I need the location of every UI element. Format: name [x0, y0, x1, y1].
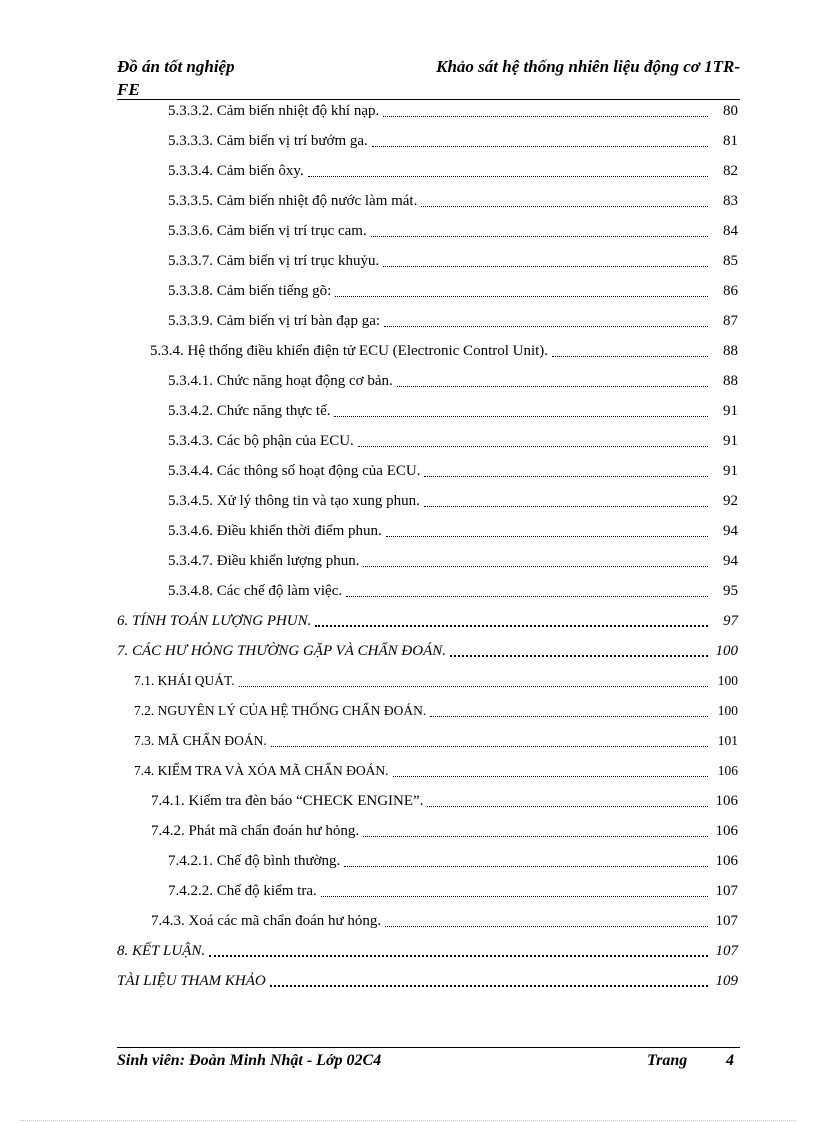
toc-entry-page: 94 [723, 552, 738, 569]
page-bottom-divider [20, 1120, 796, 1121]
toc-leader-dots [397, 372, 708, 387]
toc-entry-label: 7.3. MÃ CHẨN ĐOÁN. [134, 733, 267, 748]
toc-leader-dots [383, 252, 708, 267]
toc-entry-label: 5.3.4.1. Chức năng hoạt động cơ bản. [168, 372, 393, 389]
toc-entry[interactable] [168, 246, 738, 276]
toc-leader-dots [371, 222, 708, 237]
toc-entry-page: 100 [715, 642, 738, 659]
toc-entry[interactable] [168, 456, 738, 486]
toc-leader-dots [430, 702, 708, 717]
toc-entry-label: 5.3.4.6. Điều khiển thời điểm phun. [168, 522, 382, 539]
toc-entry-page: 81 [723, 132, 738, 149]
toc-entry-label: 5.3.3.3. Cảm biến vị trí bướm ga. [168, 132, 368, 149]
toc-entry[interactable] [134, 756, 738, 786]
toc-leader-dots [372, 132, 708, 147]
toc-leader-dots [344, 852, 708, 867]
toc-entry-label: 5.3.3.4. Cảm biến ôxy. [168, 162, 304, 179]
toc-leader-dots [393, 762, 708, 777]
toc-entry-label: 7. CÁC HƯ HỎNG THƯỜNG GẶP VÀ CHẨN ĐOÁN. [117, 642, 447, 659]
toc-entry[interactable] [168, 576, 738, 606]
toc-chapter-entry[interactable] [117, 966, 738, 996]
toc-entry[interactable] [168, 846, 738, 876]
toc-entry-label: 8. KẾT LUẬN. [117, 942, 206, 959]
toc-entry-page: 82 [723, 162, 738, 179]
toc-entry-page: 92 [723, 492, 738, 509]
toc-entry-label: 7.2. NGUYÊN LÝ CỦA HỆ THỐNG CHẨN ĐOÁN. [134, 703, 427, 718]
toc-entry-label: 5.3.3.6. Cảm biến vị trí trục cam. [168, 222, 367, 239]
page-header [117, 55, 740, 101]
footer-student-info: Sinh viên: Đoàn Minh Nhật - Lớp 02C4 [117, 1052, 382, 1069]
toc-entry-label: 7.4.2. Phát mã chẩn đoán hư hỏng. [151, 822, 360, 839]
toc-entry-label: 7.4.1. Kiểm tra đèn báo “CHECK ENGINE”. [151, 792, 424, 809]
toc-leader-dots [239, 672, 708, 687]
toc-entry-page: 91 [723, 402, 738, 419]
toc-entry-page: 88 [723, 342, 738, 359]
toc-entry[interactable] [168, 546, 738, 576]
toc-leader-dots [427, 792, 708, 807]
toc-entry[interactable] [151, 786, 738, 816]
toc-leader-dots [321, 882, 708, 897]
toc-leader-dots [450, 641, 708, 657]
toc-leader-dots [271, 732, 708, 747]
toc-leader-dots [386, 522, 708, 537]
toc-entry-page: 101 [717, 733, 738, 748]
footer-page-number: 4 [726, 1052, 734, 1069]
toc-entry-page: 87 [723, 312, 738, 329]
toc-entry-label: 5.3.4.8. Các chế độ làm việc. [168, 582, 343, 599]
toc-entry-label: 5.3.4.2. Chức năng thực tế. [168, 402, 331, 419]
toc-entry-page: 106 [717, 763, 738, 778]
toc-entry-label: 7.4.3. Xoá các mã chẩn đoán hư hỏng. [151, 912, 382, 929]
toc-leader-dots [363, 822, 708, 837]
toc-leader-dots [384, 312, 708, 327]
toc-entry[interactable] [168, 186, 738, 216]
header-right-title-wrap: FE [117, 80, 140, 99]
toc-entry-page: 86 [723, 282, 738, 299]
toc-entry-label: 5.3.4.7. Điều khiển lượng phun. [168, 552, 360, 569]
toc-entry[interactable] [151, 816, 738, 846]
header-right-title: Khảo sát hệ thống nhiên liệu động cơ 1TR- [436, 57, 740, 76]
toc-entry-label: 7.1. KHÁI QUÁT. [134, 673, 235, 688]
toc-entry-page: 107 [715, 942, 738, 959]
toc-entry-label: TÀI LIỆU THAM KHẢO [117, 972, 266, 989]
toc-entry-page: 100 [717, 673, 738, 688]
toc-leader-dots [421, 192, 708, 207]
toc-leader-dots [308, 162, 708, 177]
toc-entry[interactable] [168, 306, 738, 336]
toc-entry-page: 106 [715, 852, 738, 869]
toc-entry[interactable] [168, 216, 738, 246]
toc-entry[interactable] [168, 876, 738, 906]
page-footer [117, 1052, 740, 1076]
toc-entry-page: 84 [723, 222, 738, 239]
toc-entry-label: 7.4.2.2. Chế độ kiểm tra. [168, 882, 317, 899]
toc-entry-label: 5.3.4.5. Xử lý thông tin và tạo xung phun. [168, 492, 420, 509]
header-left-title: Đồ án tốt nghiệp [117, 57, 235, 76]
toc-leader-dots [424, 462, 708, 477]
toc-entry[interactable] [168, 126, 738, 156]
toc-entry-page: 100 [717, 703, 738, 718]
toc-leader-dots [383, 102, 708, 117]
footer-rule [117, 1047, 740, 1048]
toc-entry-page: 88 [723, 372, 738, 389]
toc-entry-label: 5.3.3.2. Cảm biến nhiệt độ khí nạp. [168, 102, 380, 119]
toc-entry-page: 80 [723, 102, 738, 119]
toc-leader-dots [552, 342, 708, 357]
toc-entry[interactable] [168, 366, 738, 396]
toc-leader-dots [334, 402, 708, 417]
toc-entry-label: 7.4.2.1. Chế độ bình thường. [168, 852, 341, 869]
toc-entry[interactable] [168, 486, 738, 516]
toc-entry-label: 5.3.4.4. Các thông số hoạt động của ECU. [168, 462, 421, 479]
toc-leader-dots [335, 282, 708, 297]
toc-entry-page: 109 [715, 972, 738, 989]
toc-entry-page: 107 [715, 882, 738, 899]
toc-entry[interactable] [168, 426, 738, 456]
toc-entry[interactable] [168, 396, 738, 426]
toc-entry-label: 5.3.3.5. Cảm biến nhiệt độ nước làm mát. [168, 192, 418, 209]
toc-entry-page: 106 [715, 822, 738, 839]
toc-entry-label: 5.3.4. Hệ thống điều khiển điện tử ECU (Electronic Control Unit). [150, 342, 549, 359]
toc-entry-label: 7.4. KIỂM TRA VÀ XÓA MÃ CHẨN ĐOÁN. [134, 763, 389, 778]
toc-entry[interactable] [134, 696, 738, 726]
toc-entry-page: 107 [715, 912, 738, 929]
toc-entry-page: 94 [723, 522, 738, 539]
toc-leader-dots [315, 611, 708, 627]
toc-chapter-entry[interactable] [117, 606, 738, 636]
toc-entry[interactable] [168, 96, 738, 126]
toc-entry[interactable] [150, 336, 738, 366]
toc-entry[interactable] [168, 156, 738, 186]
toc-leader-dots [424, 492, 708, 507]
toc-leader-dots [209, 941, 708, 957]
toc-entry-page: 83 [723, 192, 738, 209]
toc-leader-dots [270, 971, 708, 987]
toc-entry-page: 97 [723, 612, 738, 629]
toc-leader-dots [346, 582, 708, 597]
toc-entry-label: 5.3.3.9. Cảm biến vị trí bàn đạp ga: [168, 312, 381, 329]
toc-leader-dots [363, 552, 708, 567]
toc-entry[interactable] [134, 666, 738, 696]
toc-entry-page: 106 [715, 792, 738, 809]
toc-chapter-entry[interactable] [117, 636, 738, 666]
toc-entry-page: 91 [723, 432, 738, 449]
toc-entry[interactable] [134, 726, 738, 756]
toc-entry-label: 5.3.3.8. Cảm biến tiếng gõ: [168, 282, 332, 299]
toc-entry-page: 91 [723, 462, 738, 479]
toc-leader-dots [358, 432, 708, 447]
toc-entry[interactable] [151, 906, 738, 936]
toc-entry-page: 95 [723, 582, 738, 599]
toc-entry[interactable] [168, 516, 738, 546]
toc-entry-label: 6. TÍNH TOÁN LƯỢNG PHUN. [117, 612, 312, 629]
toc-entry[interactable] [168, 276, 738, 306]
toc-entry-label: 5.3.4.3. Các bộ phận của ECU. [168, 432, 354, 449]
footer-page-label: Trang [647, 1052, 688, 1069]
toc-chapter-entry[interactable] [117, 936, 738, 966]
toc-entry-label: 5.3.3.7. Cảm biến vị trí trục khuỷu. [168, 252, 380, 269]
toc-entry-page: 85 [723, 252, 738, 269]
toc-leader-dots [385, 912, 708, 927]
